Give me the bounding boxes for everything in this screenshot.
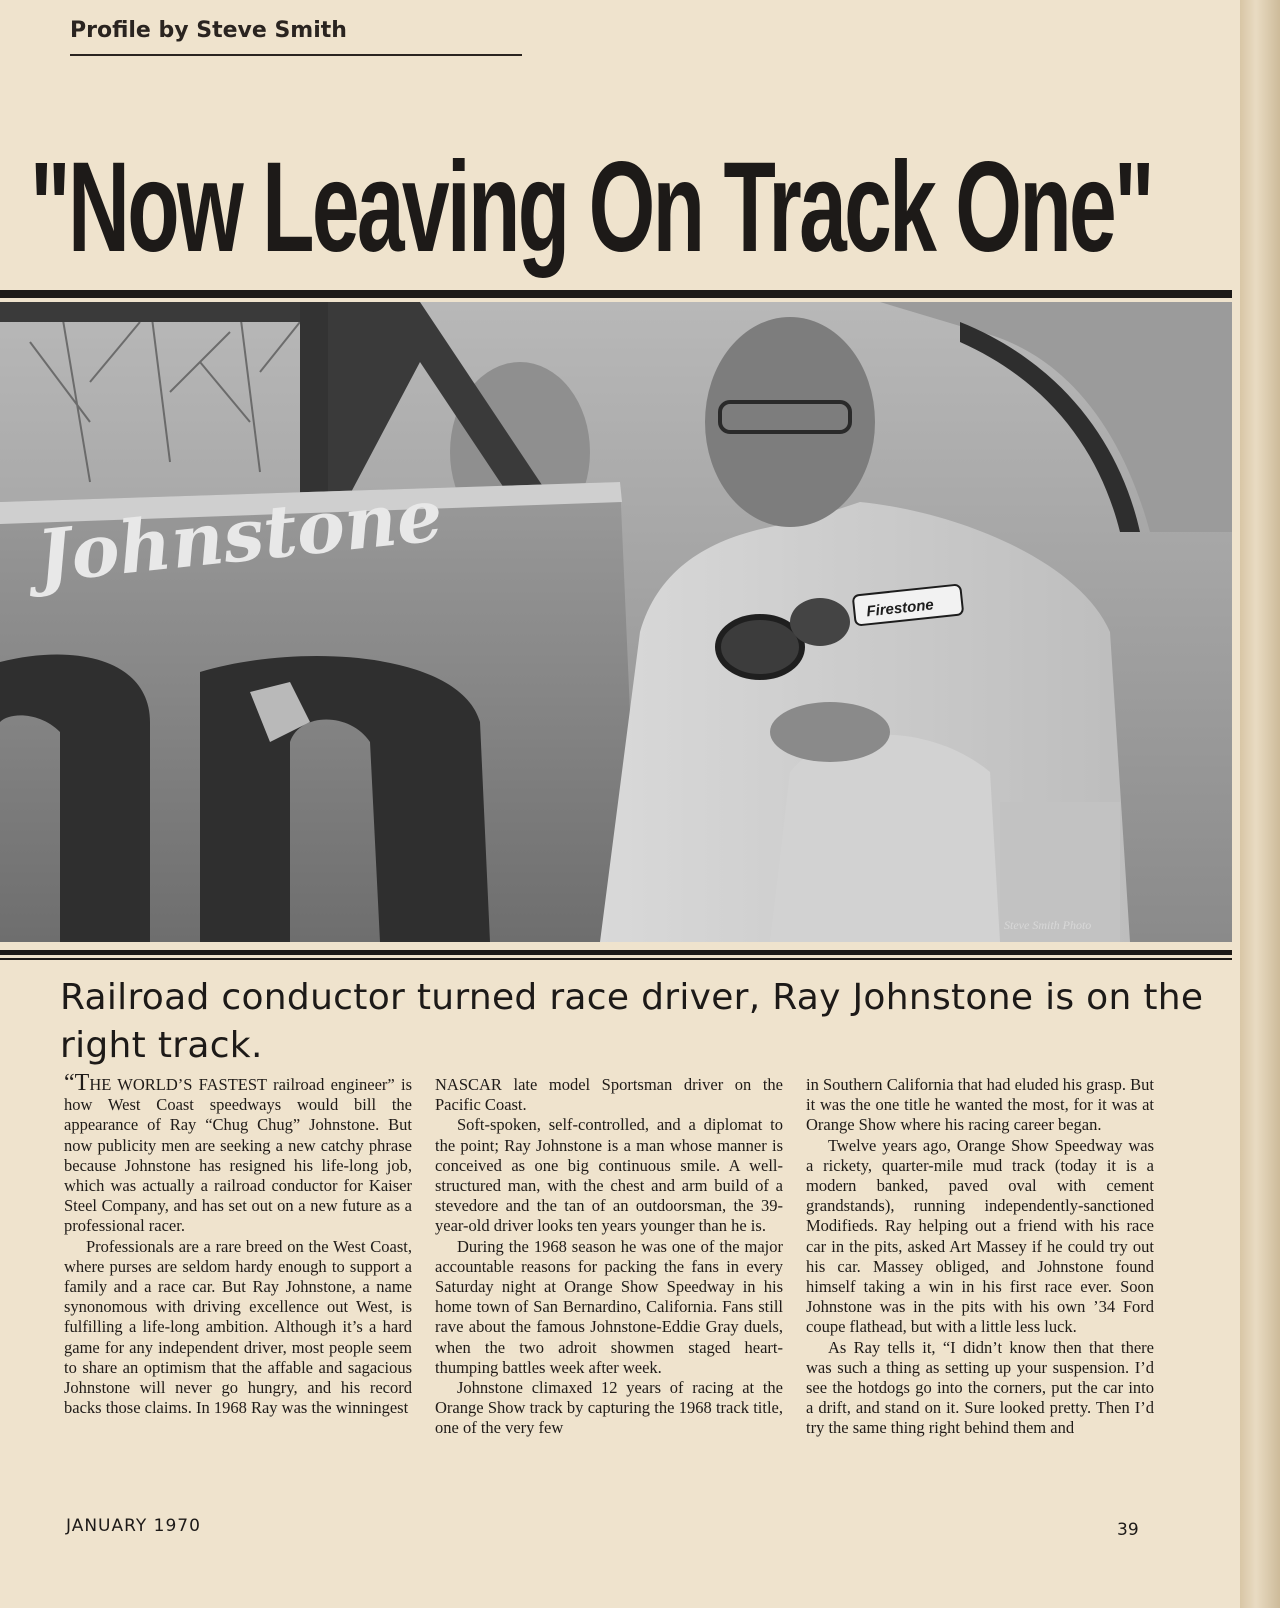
paragraph: [64, 1070, 412, 1237]
paragraph: During the 1968 season he was one of the major accountable reasons for packing the fans in every Saturday night at Orange Show Speedway in his home town of San Bernardino, California. Fans still rave about the famous Johnstone-Eddie Gray duels, when the two adroit showmen staged heart-thumping battles week after week.: [435, 1236, 783, 1377]
article-column-3: [806, 1075, 1154, 1439]
paragraph: Johnstone climaxed 12 years of racing at the Orange Show track by capturing the 1968 track title, one of the very few: [435, 1378, 783, 1438]
headline: "Now Leaving On Track One": [30, 136, 1153, 279]
paragraph: in Southern California that had eluded his grasp. But it was the one title he wanted the most, for it was at Orange Show where his racing career began.: [806, 1075, 1154, 1135]
article-column-1: [64, 1070, 412, 1439]
paragraph: Soft-spoken, self-controlled, and a diplomat to the point; Ray Johnstone is a man whose manner is conceived as one big continuous smile. A well-structured man, with the chest and arm build of a stevedore and the tan of an outdoorsman, the 39-year-old driver looks ten years younger than he is.: [435, 1115, 783, 1236]
photo-illustration: [0, 302, 1232, 942]
page-number: 39: [1117, 1520, 1139, 1540]
deck-subheadline: Railroad conductor turned race driver, Ray Johnstone is on the right track.: [60, 977, 1204, 1066]
article-body: [64, 1070, 1154, 1439]
car-lettering: Johnstone: [32, 471, 447, 599]
top-rule: [0, 290, 1232, 298]
bottom-rule-thin: [0, 958, 1232, 960]
firestone-patch: Firestone: [865, 596, 935, 621]
paragraph: Twelve years ago, Orange Show Speedway was a rickety, quarter-mile mud track (today it is a modern banked, paved oval with cement grandstands), running independently-sanctioned Modifieds. Ray helping out a friend with his race car in the pits, asked Art Massey if he could try out his car. Massey obliged, and Johnstone found himself taking a win in his first race ever. Soon Johnstone was in the pits with his own ’34 Ford coupe flathead, but with a little less luck.: [806, 1135, 1154, 1337]
byline: Profile by Steve Smith: [70, 18, 347, 43]
issue-date: JANUARY 1970: [66, 1516, 201, 1536]
byline-rule: [70, 54, 522, 56]
paragraph-text: HE WORLD’S FASTEST railroad engineer” is how West Coast speedways would bill the appearance of Ray “Chug Chug” Johnstone. But now publicity men are seeking a new catchy phrase because Johnstone has resigned his life-long job, which was actually a railroad conductor for Kaiser Steel Company, and has set out on a new future as a professional racer.: [64, 1075, 412, 1236]
drop-cap: “T: [64, 1070, 90, 1096]
article-column-2: [435, 1075, 783, 1439]
paragraph: NASCAR late model Sportsman driver on the Pacific Coast.: [435, 1075, 783, 1115]
paragraph: As Ray tells it, “I didn’t know then that there was such a thing as setting up your suspension. I’d see the hotdogs go into the corners, put the car into a drift, and stand on it. Sure looked pretty. Then I’d try the same thing right behind them and: [806, 1337, 1154, 1438]
photo-credit: Steve Smith Photo: [1004, 918, 1092, 932]
paragraph: Professionals are a rare breed on the West Coast, where purses are seldom hardy enough to support a family and a race car. But Ray Johnstone, a name synonomous with driving excellence out West, is fulfilling a life-long ambition. Although it’s a hard game for any independent driver, most people seem to share an optimism that the affable and sagacious Johnstone will never go hungry, and his record backs those claims. In 1968 Ray was the winningest: [64, 1236, 412, 1418]
bottom-rule: [0, 950, 1232, 955]
race-driver-photo: [0, 302, 1232, 942]
page-edge: [1240, 0, 1280, 1608]
